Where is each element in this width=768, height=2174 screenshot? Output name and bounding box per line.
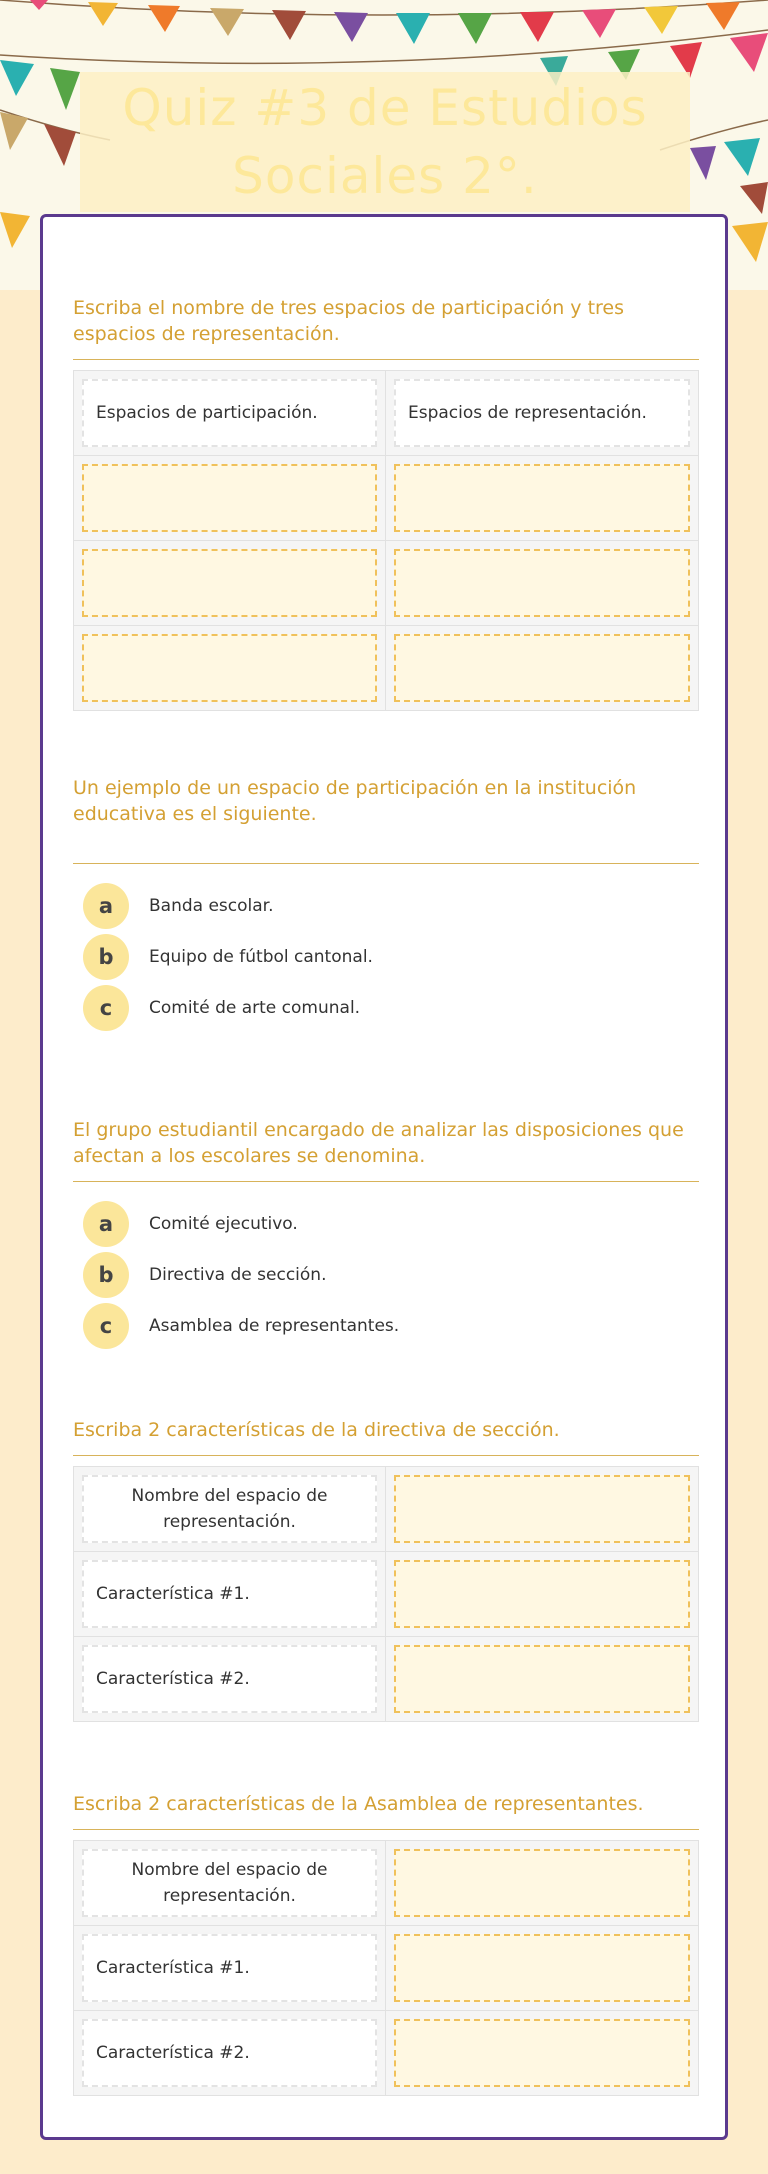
- answer-field[interactable]: [394, 2019, 690, 2087]
- answer-table: [73, 370, 699, 711]
- question-3: [73, 1117, 699, 1351]
- table-row: [74, 626, 698, 710]
- row-label: Nombre del espacio de representación.: [82, 1475, 377, 1543]
- question-text: Escriba 2 características de la directiva de sección.: [73, 1419, 560, 1441]
- answer-field[interactable]: [394, 1849, 690, 1917]
- answer-field[interactable]: [394, 1560, 690, 1628]
- option-letter-badge: c: [83, 1303, 129, 1349]
- row-label: Característica #2.: [82, 1645, 377, 1713]
- option-b[interactable]: [73, 1249, 699, 1300]
- divider: [73, 359, 699, 360]
- answer-field[interactable]: [394, 464, 690, 532]
- table-header-row: [74, 371, 698, 456]
- answer-field[interactable]: [394, 1475, 690, 1543]
- answer-field[interactable]: [394, 549, 690, 617]
- option-letter-badge: b: [83, 1252, 129, 1298]
- option-label: Comité de arte comunal.: [149, 997, 361, 1018]
- answer-table: [73, 1840, 699, 2096]
- options-list: [73, 880, 699, 1033]
- option-c[interactable]: [73, 1300, 699, 1351]
- row-label: Característica #1.: [82, 1934, 377, 2002]
- question-1: [73, 295, 699, 711]
- answer-field[interactable]: [394, 1934, 690, 2002]
- option-letter-badge: a: [83, 883, 129, 929]
- row-label: Característica #1.: [82, 1560, 377, 1628]
- option-a[interactable]: [73, 880, 699, 931]
- table-row: [74, 1467, 698, 1552]
- option-label: Directiva de sección.: [149, 1264, 327, 1285]
- divider: [73, 863, 699, 864]
- answer-field[interactable]: [82, 549, 377, 617]
- option-letter-badge: c: [83, 985, 129, 1031]
- divider: [73, 1829, 699, 1830]
- answer-field[interactable]: [394, 1645, 690, 1713]
- question-text: Escriba el nombre de tres espacios de participación y tres espacios de representación.: [73, 297, 624, 345]
- answer-field[interactable]: [82, 634, 377, 702]
- answer-field[interactable]: [82, 464, 377, 532]
- divider: [73, 1181, 699, 1182]
- title-box: [80, 72, 690, 212]
- table-row: [74, 1637, 698, 1721]
- question-2: [73, 775, 699, 1033]
- table-row: [74, 2011, 698, 2095]
- option-b[interactable]: [73, 931, 699, 982]
- options-list: [73, 1198, 699, 1351]
- question-text: El grupo estudiantil encargado de analizar las disposiciones que afectan a los escolares se denomina.: [73, 1119, 684, 1167]
- row-label: Nombre del espacio de representación.: [82, 1849, 377, 1917]
- option-letter-badge: b: [83, 934, 129, 980]
- table-header-cell: Espacios de representación.: [394, 379, 690, 447]
- option-label: Banda escolar.: [149, 895, 274, 916]
- table-row: [74, 541, 698, 626]
- question-5: [73, 1791, 699, 2096]
- table-row: [74, 456, 698, 541]
- question-4: [73, 1417, 699, 1722]
- question-text: Escriba 2 características de la Asamblea de representantes.: [73, 1793, 644, 1815]
- table-row: [74, 1926, 698, 2011]
- page-title: Quiz #3 de Estudios Sociales 2°.: [122, 79, 648, 205]
- option-c[interactable]: [73, 982, 699, 1033]
- table-row: [74, 1552, 698, 1637]
- table-row: [74, 1841, 698, 1926]
- option-label: Equipo de fútbol cantonal.: [149, 946, 373, 967]
- table-header-cell: Espacios de participación.: [82, 379, 377, 447]
- divider: [73, 1455, 699, 1456]
- answer-field[interactable]: [394, 634, 690, 702]
- option-label: Asamblea de representantes.: [149, 1315, 400, 1336]
- question-text: Un ejemplo de un espacio de participación en la institución educativa es el siguiente.: [73, 777, 637, 825]
- option-letter-badge: a: [83, 1201, 129, 1247]
- answer-table: [73, 1466, 699, 1722]
- option-label: Comité ejecutivo.: [149, 1213, 298, 1234]
- row-label: Característica #2.: [82, 2019, 377, 2087]
- option-a[interactable]: [73, 1198, 699, 1249]
- quiz-card: [40, 214, 728, 2140]
